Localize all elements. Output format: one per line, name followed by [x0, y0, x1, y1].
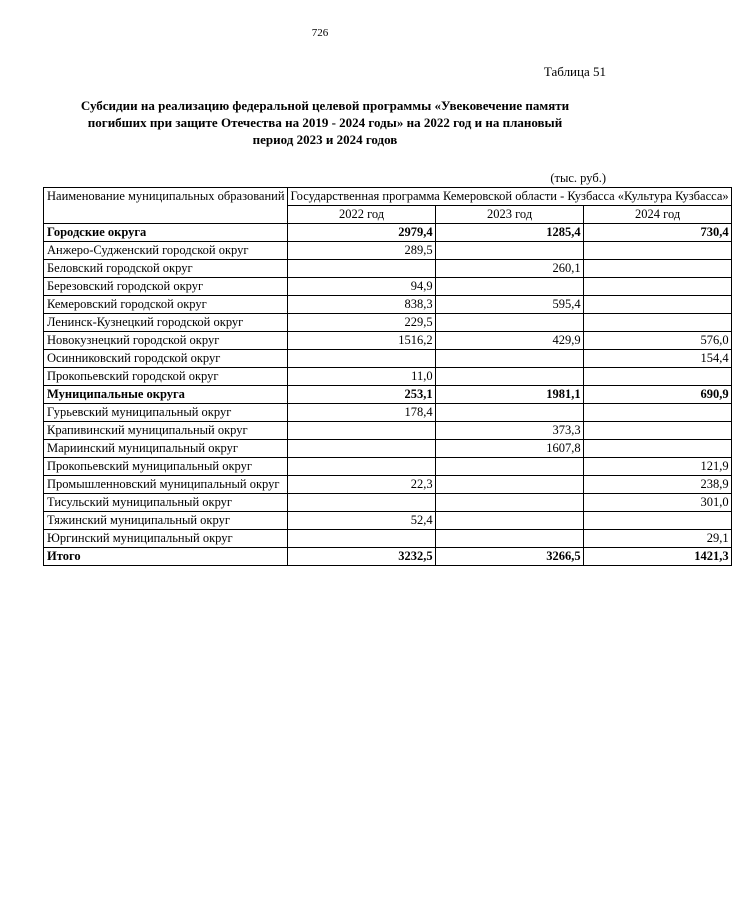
- header-program-cell: Государственная программа Кемеровской области - Кузбасса «Культура Кузбасса»: [287, 188, 731, 206]
- table-row: [44, 548, 732, 566]
- row-value-cell: [287, 530, 435, 548]
- table-row: [44, 404, 732, 422]
- table-row: [44, 314, 732, 332]
- table-row: [44, 242, 732, 260]
- row-value-cell: 22,3: [287, 476, 435, 494]
- row-value-cell: 260,1: [435, 260, 583, 278]
- row-value-cell: 1285,4: [435, 224, 583, 242]
- row-name-cell: Юргинский муниципальный округ: [44, 530, 288, 548]
- title-line: Субсидии на реализацию федеральной целевой программы «Увековечение памяти: [80, 98, 570, 113]
- title-line: погибших при защите Отечества на 2019 - 2024 годы» на 2022 год и на плановый: [87, 115, 563, 130]
- row-value-cell: [435, 278, 583, 296]
- header-year-2022: 2022 год: [287, 206, 435, 224]
- row-value-cell: 1981,1: [435, 386, 583, 404]
- row-value-cell: [583, 260, 731, 278]
- row-value-cell: [583, 512, 731, 530]
- row-value-cell: [435, 368, 583, 386]
- row-value-cell: 178,4: [287, 404, 435, 422]
- row-value-cell: [435, 530, 583, 548]
- row-value-cell: 301,0: [583, 494, 731, 512]
- table-row: [44, 350, 732, 368]
- row-value-cell: 576,0: [583, 332, 731, 350]
- table-row: [44, 494, 732, 512]
- table-row: [44, 530, 732, 548]
- table-header-row: [44, 188, 732, 206]
- row-value-cell: [435, 314, 583, 332]
- row-name-cell: Прокопьевский муниципальный округ: [44, 458, 288, 476]
- table-label: Таблица 51: [543, 64, 606, 79]
- table-row: [44, 476, 732, 494]
- units-note: (тыс. руб.): [550, 171, 606, 185]
- row-value-cell: [435, 512, 583, 530]
- header-name-cell: Наименование муниципальных образований: [44, 188, 288, 224]
- row-value-cell: 253,1: [287, 386, 435, 404]
- row-value-cell: 289,5: [287, 242, 435, 260]
- row-value-cell: [287, 422, 435, 440]
- row-value-cell: 429,9: [435, 332, 583, 350]
- row-name-cell: Крапивинский муниципальный округ: [44, 422, 288, 440]
- row-name-cell: Тисульский муниципальный округ: [44, 494, 288, 512]
- row-value-cell: [583, 368, 731, 386]
- row-value-cell: 29,1: [583, 530, 731, 548]
- row-value-cell: 238,9: [583, 476, 731, 494]
- row-name-cell: Прокопьевский городской округ: [44, 368, 288, 386]
- row-value-cell: [583, 242, 731, 260]
- page-number: 726: [311, 27, 329, 39]
- row-value-cell: [435, 476, 583, 494]
- row-value-cell: [287, 440, 435, 458]
- row-value-cell: 690,9: [583, 386, 731, 404]
- row-value-cell: [583, 404, 731, 422]
- row-name-cell: Итого: [44, 548, 288, 566]
- document-title: [60, 97, 590, 148]
- table-row: [44, 224, 732, 242]
- subsidy-table: [43, 187, 732, 566]
- table-row: [44, 278, 732, 296]
- table-row: [44, 260, 732, 278]
- row-value-cell: [435, 458, 583, 476]
- row-value-cell: 595,4: [435, 296, 583, 314]
- row-value-cell: [583, 296, 731, 314]
- table-row: [44, 458, 732, 476]
- table-row: [44, 512, 732, 530]
- row-name-cell: Мариинский муниципальный округ: [44, 440, 288, 458]
- header-year-2023: 2023 год: [435, 206, 583, 224]
- row-value-cell: [435, 242, 583, 260]
- row-name-cell: Анжеро-Судженский городской округ: [44, 242, 288, 260]
- table-row: [44, 332, 732, 350]
- row-name-cell: Тяжинский муниципальный округ: [44, 512, 288, 530]
- row-value-cell: 154,4: [583, 350, 731, 368]
- row-value-cell: [583, 440, 731, 458]
- table-row: [44, 296, 732, 314]
- row-value-cell: 838,3: [287, 296, 435, 314]
- table-row: [44, 422, 732, 440]
- row-value-cell: 373,3: [435, 422, 583, 440]
- row-value-cell: 2979,4: [287, 224, 435, 242]
- row-value-cell: [287, 458, 435, 476]
- row-name-cell: Беловский городской округ: [44, 260, 288, 278]
- row-value-cell: [435, 404, 583, 422]
- row-name-cell: Муниципальные округа: [44, 386, 288, 404]
- table-body: [44, 224, 732, 566]
- row-name-cell: Промышленновский муниципальный округ: [44, 476, 288, 494]
- row-value-cell: 94,9: [287, 278, 435, 296]
- row-name-cell: Березовский городской округ: [44, 278, 288, 296]
- row-value-cell: [287, 350, 435, 368]
- row-value-cell: [287, 494, 435, 512]
- row-value-cell: 52,4: [287, 512, 435, 530]
- row-name-cell: Кемеровский городской округ: [44, 296, 288, 314]
- row-value-cell: [435, 494, 583, 512]
- row-value-cell: 229,5: [287, 314, 435, 332]
- row-name-cell: Осинниковский городской округ: [44, 350, 288, 368]
- row-value-cell: [287, 260, 435, 278]
- table-row: [44, 368, 732, 386]
- row-value-cell: 1607,8: [435, 440, 583, 458]
- row-name-cell: Новокузнецкий городской округ: [44, 332, 288, 350]
- row-value-cell: [435, 350, 583, 368]
- row-value-cell: 1421,3: [583, 548, 731, 566]
- title-line: период 2023 и 2024 годов: [252, 132, 398, 147]
- header-year-2024: 2024 год: [583, 206, 731, 224]
- row-value-cell: [583, 422, 731, 440]
- row-value-cell: 121,9: [583, 458, 731, 476]
- row-value-cell: [583, 314, 731, 332]
- row-value-cell: 3232,5: [287, 548, 435, 566]
- row-name-cell: Ленинск-Кузнецкий городской округ: [44, 314, 288, 332]
- row-value-cell: [583, 278, 731, 296]
- row-value-cell: 1516,2: [287, 332, 435, 350]
- row-name-cell: Гурьевский муниципальный округ: [44, 404, 288, 422]
- row-value-cell: 730,4: [583, 224, 731, 242]
- row-name-cell: Городские округа: [44, 224, 288, 242]
- row-value-cell: 11,0: [287, 368, 435, 386]
- row-value-cell: 3266,5: [435, 548, 583, 566]
- table-row: [44, 386, 732, 404]
- table-row: [44, 440, 732, 458]
